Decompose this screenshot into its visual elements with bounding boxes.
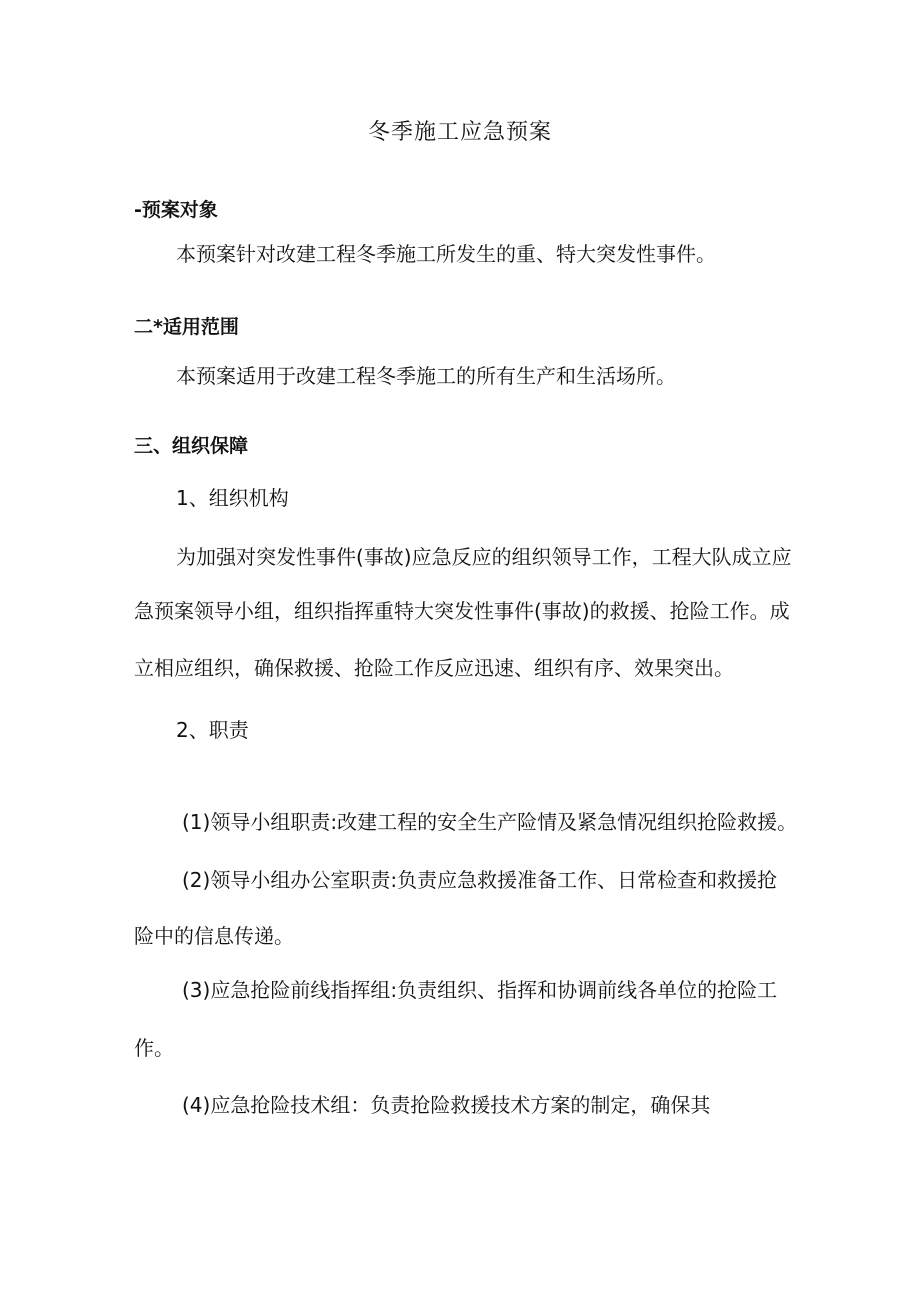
subheading-duties: 2、职责 [176, 718, 249, 742]
duty-item-4: (4)应急抢险技术组：负责抢险救援技术方案的制定，确保其 [182, 1093, 711, 1117]
document-title: 冬季施工应急预案 [367, 120, 552, 145]
paragraph-org-structure-line-2: 急预案领导小组，组织指挥重特大突发性事件(事故)的救援、抢险工作。成 [134, 599, 790, 623]
section-heading-plan-target: -预案对象 [134, 199, 218, 221]
paragraph-org-structure-line-3: 立相应组织，确保救援、抢险工作反应迅速、组织有序、效果突出。 [134, 656, 734, 680]
duty-item-1: (1)领导小组职责:改建工程的安全生产险情及紧急情况组织抢险救援。 [182, 810, 798, 834]
duty-item-2-line-2: 险中的信息传递。 [134, 924, 294, 948]
paragraph-scope: 本预案适用于改建工程冬季施工的所有生产和生活场所。 [176, 364, 676, 388]
paragraph-org-structure-line-1: 为加强对突发性事件(事故)应急反应的组织领导工作，工程大队成立应 [176, 545, 792, 569]
duty-item-3-line-1: (3)应急抢险前线指挥组:负责组织、指挥和协调前线各单位的抢险工 [182, 978, 778, 1002]
paragraph-plan-target: 本预案针对改建工程冬季施工所发生的重、特大突发性事件。 [176, 242, 716, 266]
subheading-org-structure: 1、组织机构 [176, 486, 289, 510]
section-heading-organization: 三、组织保障 [134, 435, 249, 457]
section-heading-scope: 二*适用范围 [134, 316, 239, 338]
duty-item-2-line-1: (2)领导小组办公室职责:负责应急救援准备工作、日常检查和救援抢 [182, 868, 778, 892]
duty-item-3-line-2: 作。 [134, 1036, 174, 1060]
